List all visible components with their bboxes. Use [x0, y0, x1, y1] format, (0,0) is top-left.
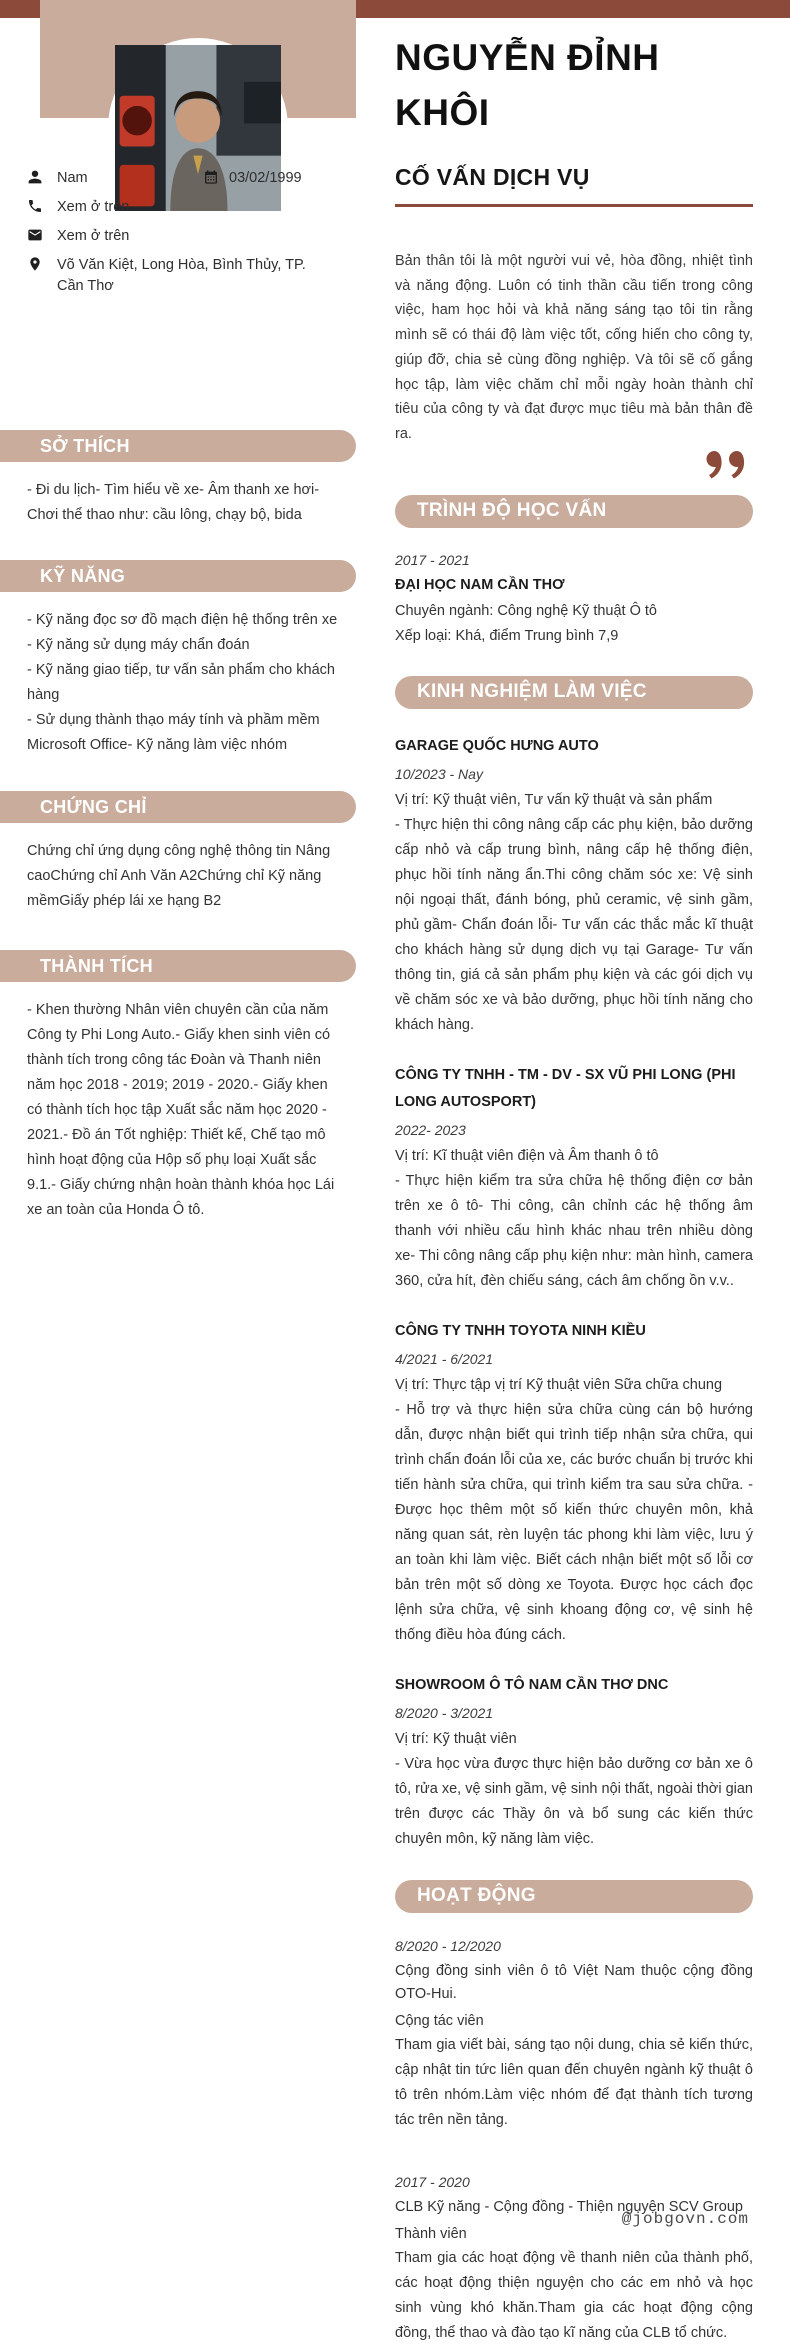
phone-row [27, 197, 356, 218]
job-period: 2022- 2023 [395, 1121, 466, 1138]
education-school: ĐẠI HỌC NAM CẦN THƠ [395, 577, 565, 594]
job-position: Vị trí: Kĩ thuật viên điện và Âm thanh ô tô [395, 1147, 659, 1164]
contact-info [0, 168, 356, 297]
education-major: Chuyên ngành: Công nghệ Kỹ thuật Ô tô [395, 602, 657, 619]
job-description: - Vừa học vừa được thực hiện bảo dưỡng cơ bản xe ô tô, rửa xe, vệ sinh gầm, vệ sinh nội thất, ngoài thời gian trên được các Thầy ôn và bổ sung các kiến thức chuyên môn, kỹ năng làm việc. [395, 1755, 753, 1847]
page-title: NGUYỄN ĐỈNH KHÔI [395, 37, 660, 133]
summary-text: Bản thân tôi là một người vui vẻ, hòa đồng, nhiệt tình và năng động. Luôn có tinh thần cầu tiến trong công việc, ham học hỏi và khả năng sáng tạo tôi tin rằng mình sẽ có thái độ làm việc tốt, cống hiến cho công ty, giúp đỡ, chia sẻ cùng đồng nghiệp. Và tôi sẽ cố gắng học tập, làm việc chăm chỉ mỗi ngày hoàn thành chỉ tiêu của công ty và đạt được mục tiêu mà bản thân đề ra. [395, 253, 753, 442]
section-header-certificates: CHỨNG CHỈ [0, 791, 356, 823]
skill-item: - Kỹ năng sử dụng máy chẩn đoán [27, 637, 250, 653]
education-period: 2017 - 2021 [395, 551, 470, 568]
person-icon [27, 169, 45, 187]
job-company: SHOWROOM Ô TÔ NAM CẦN THƠ DNC [395, 1676, 669, 1693]
phone-value: Xem ở trên [57, 199, 130, 215]
closing-quote-icon [395, 451, 753, 489]
achievements-text: - Khen thường Nhân viên chuyên cần của năm Công ty Phi Long Auto.- Giấy khen sinh viên có thành tích trong công tác Đoàn và Thanh niên năm học 2018 - 2019; 2019 - 2020.- Giấy khen có thành tích học tập Xuất sắc năm học 2020 - 2021.- Đồ án Tốt nghiệp: Thiết kế, Chế tạo mô hình hoạt động của Hộp số phụ loại Xuất sắc 9.1.- Giấy chứng nhận hoàn thành khóa học Lái xe an toàn của Honda Ô tô. [27, 1002, 335, 1218]
job-position: Vị trí: Kỹ thuật viên [395, 1730, 517, 1747]
skill-item: - Kỹ năng đọc sơ đồ mạch điện hệ thống trên xe [27, 612, 338, 628]
email-value: Xem ở trên [57, 228, 130, 244]
activity-period: 8/2020 - 12/2020 [395, 1937, 501, 1954]
divider [395, 204, 753, 207]
dob-value: 03/02/1999 [229, 170, 302, 186]
gender-value: Nam [57, 170, 88, 186]
job-position: Vị trí: Thực tập vị trí Kỹ thuật viên Sữa chữa chung [395, 1376, 723, 1393]
job-entry [395, 1062, 753, 1294]
job-description: - Thực hiện kiểm tra sửa chữa hệ thống điện cơ bản trên xe ô tô- Thi công, cân chỉnh các hệ thống âm thanh với nhiều cấu hình khác nhau trên nhiều dòng xe- Thi công nâng cấp phụ kiện như: màn hình, camera 360, cửa hít, đèn chiếu sáng, cách âm chống ồn v.v.. [395, 1172, 753, 1289]
interests-text: - Đi du lịch- Tìm hiểu về xe- Âm thanh xe hơi- Chơi thể thao như: cầu lông, chạy bộ, bida [27, 482, 320, 523]
sidebar [0, 168, 356, 1223]
activity-entry [395, 2171, 753, 2346]
activity-description: Tham gia viết bài, sáng tạo nội dung, chia sẻ kiến thức, cập nhật tin tức liên quan đến chuyên ngành kỹ thuật ô tô trên nhóm.Làm việc nhóm để đạt thành tích tương tác trên nền tảng. [395, 2036, 753, 2128]
mail-icon [27, 227, 45, 245]
activity-organization: CLB Kỹ năng - Cộng đồng - Thiện nguyện SCV Group [395, 2198, 743, 2215]
section-header-education: TRÌNH ĐỘ HỌC VẤN [395, 495, 753, 528]
skill-item: - Sử dụng thành thạo máy tính và phầm mềm Microsoft Office- Kỹ năng làm việc nhóm [27, 712, 320, 753]
activity-description: Tham gia các hoạt động về thanh niên của thành phố, các hoạt động thiện nguyện cho các em nhỏ và học sinh vùng khó khăn.Tham gia các hoạt động cộng đồng, thể thao và đào tạo kĩ năng của CLB tổ chức. [395, 2249, 753, 2341]
activity-entry [395, 1935, 753, 2133]
education-grade: Xếp loại: Khá, điểm Trung bình 7,9 [395, 628, 619, 645]
education-entry [395, 548, 753, 650]
job-period: 10/2023 - Nay [395, 765, 483, 782]
job-period: 8/2020 - 3/2021 [395, 1704, 494, 1721]
job-period: 4/2021 - 6/2021 [395, 1350, 494, 1367]
job-company: GARAGE QUỐC HƯNG AUTO [395, 737, 599, 754]
skills-list [27, 608, 344, 758]
address-value: Võ Văn Kiệt, Long Hòa, Bình Thủy, TP. Cần Thơ [57, 257, 306, 294]
address-row [27, 255, 356, 297]
job-entry [395, 733, 753, 1038]
job-description: - Hỗ trợ và thực hiện sửa chữa cùng cán bộ hướng dẫn, được nhận biết qui trình tiếp nhận sửa chữa, qui trình chẩn đoán lỗi của xe, các bước chuẩn bị trước khi tiến hành sửa chữa, qui trình kiểm tra sau sửa chữa. - Được học thêm một số kiến thức chuyên môn, khả năng quan sát, rèn luyện tác phong khi làm việc, lưu ý an toàn khi làm việc. Biết cách nhận biết một số lỗi cơ bản trên một số dòng xe Toyota. Được học cách đọc lệnh sửa chữa, vệ sinh khoang động cơ, vệ sinh hệ thống điều hòa đúng cách. [395, 1401, 753, 1643]
location-pin-icon [27, 256, 45, 274]
job-title: CỐ VẤN DỊCH VỤ [395, 164, 590, 190]
section-header-achievements: THÀNH TÍCH [0, 950, 356, 982]
activity-role: Cộng tác viên [395, 2012, 484, 2029]
email-row [27, 226, 356, 247]
section-header-activities: HOẠT ĐỘNG [395, 1880, 753, 1913]
job-company: CÔNG TY TNHH TOYOTA NINH KIỀU [395, 1322, 646, 1339]
watermark: @jobgovn.com [621, 2210, 749, 2228]
job-entry [395, 1672, 753, 1852]
certificates-text: Chứng chỉ ứng dụng công nghệ thông tin Nâng caoChứng chỉ Anh Văn A2Chứng chỉ Kỹ năng mềmGiấy phép lái xe hạng B2 [27, 843, 331, 909]
job-position: Vị trí: Kỹ thuật viên, Tư vấn kỹ thuật và sản phẩm [395, 791, 713, 808]
activity-organization: Cộng đồng sinh viên ô tô Việt Nam thuộc cộng đồng OTO-Hui. [395, 1962, 753, 2002]
gender-row [27, 168, 356, 189]
activity-period: 2017 - 2020 [395, 2173, 470, 2190]
dob-pair [203, 168, 302, 189]
phone-icon [27, 198, 45, 216]
calendar-icon [203, 169, 221, 187]
skill-item: - Kỹ năng giao tiếp, tư vấn sản phẩm cho khách hàng [27, 662, 335, 703]
section-header-interests: SỞ THÍCH [0, 430, 356, 462]
main-column [395, 0, 753, 2346]
section-header-skills: KỸ NĂNG [0, 560, 356, 592]
job-company: CÔNG TY TNHH - TM - DV - SX VŨ PHI LONG (PHI LONG AUTOSPORT) [395, 1066, 736, 1110]
job-description: - Thực hiện thi công nâng cấp các phụ kiện, bảo dưỡng cấp nhỏ và cấp trung bình, nâng cấp hệ thống điện, phục hồi tính năng ẩn.Thi công chăm sóc xe: Vệ sinh nội ngoại thất, đánh bóng, phủ ceramic, vệ sinh gầm, phủ gầm- Chẩn đoán lỗi- Tư vấn các thắc mắc kĩ thuật cho khách hàng sử dụng dịch vụ tại Garage- Tư vấn thông tin, giá cả sản phẩm phụ kiện và các gói dịch vụ về chăm sóc xe và bảo dưỡng, phục hồi tính năng cho khách hàng. [395, 816, 753, 1033]
activity-role: Thành viên [395, 2225, 467, 2242]
job-entry [395, 1318, 753, 1648]
section-header-experience: KINH NGHIỆM LÀM VIỆC [395, 676, 753, 709]
